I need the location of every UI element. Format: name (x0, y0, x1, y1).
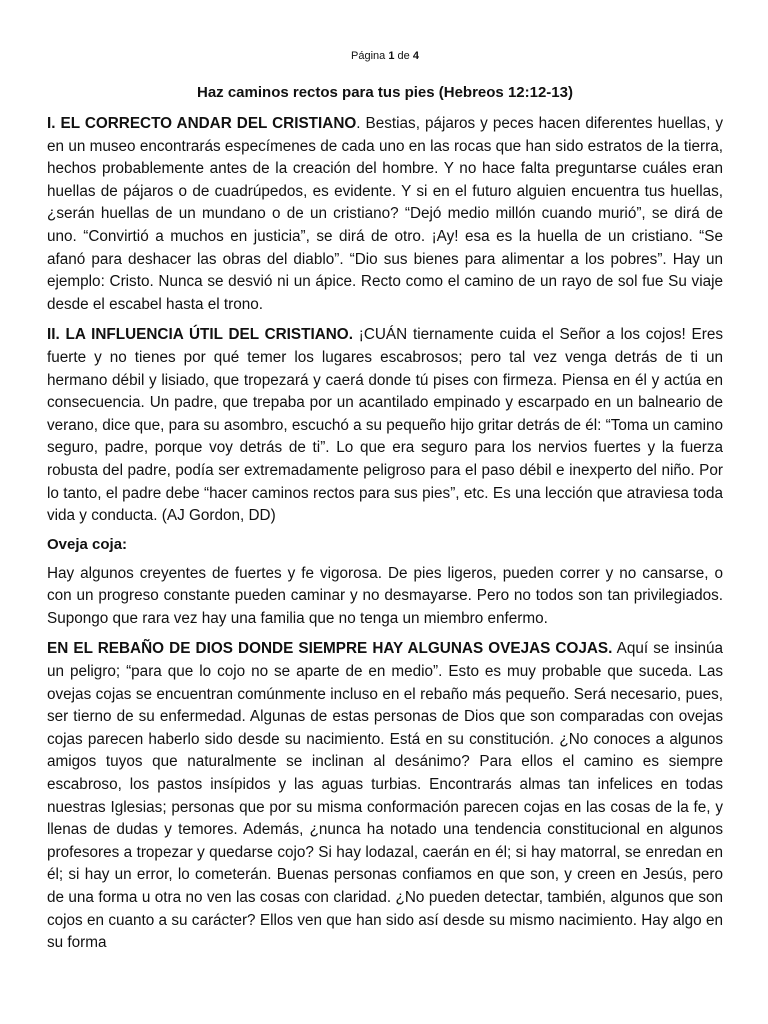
page-of: de (397, 50, 410, 62)
page-prefix: Página (351, 50, 386, 62)
document-page (47, 0, 723, 963)
section-1-heading: I. EL CORRECTO ANDAR DEL CRISTIANO (47, 115, 357, 132)
document-title: Haz caminos rectos para tus pies (Hebreos 12:12-13) (197, 84, 573, 101)
page-total: 4 (412, 50, 419, 62)
section-2-heading: II. LA INFLUENCIA ÚTIL DEL CRISTIANO. (47, 326, 353, 344)
section-1-paragraph (47, 113, 723, 316)
section-4-heading: EN EL REBAÑO DE DIOS DONDE SIEMPRE HAY ALGUNAS OVEJAS COJAS. (47, 640, 613, 658)
section-2-paragraph (47, 324, 723, 527)
page-number-header (47, 50, 723, 66)
section-3-paragraph: Hay algunos creyentes de fuertes y fe vigorosa. De pies ligeros, pueden correr y no cansarse, o con un progreso constante pueden caminar y no desmayarse. Pero no todos son tan privilegiados. Supongo que rara vez hay una familia que no tenga un miembro enfermo. (47, 564, 723, 627)
page-current: 1 (388, 50, 395, 62)
section-1-text: . Bestias, pájaros y peces hacen diferentes huellas, y en un museo encontrarás especímenes de cada uno en las rocas que han sido estratos de la tierra, hechos probablemente antes de la creación del hombre. Y no hace falta preguntarse cuáles eran huellas de pájaros o de cuadrúpedos, es evidente. Y si en el futuro alguien encuentra tus huellas, ¿serán huellas de un mundano o de un cristiano? “Dejó medio millón cuando murió”, se dirá de uno. “Convirtió a muchos en justicia”, se dirá de otro. ¡Ay! esa es la huella de un cristiano. “Se afanó para deshacer las obras del diablo”. “Dio sus bienes para alimentar a los pobres”. Hay un ejemplo: Cristo. Nunca se desvió ni un ápice. Recto como el camino de un rayo de sol fue Su viaje desde el escabel hasta el trono. (47, 115, 723, 313)
section-3-heading: Oveja coja: (47, 535, 128, 553)
section-2-text: ¡CUÁN tiernamente cuida el Señor a los cojos! Eres fuerte y no tienes por qué temer los lugares escabrosos; pero tal vez venga detrás de ti un hermano débil y lisiado, que tropezará y caerá donde tú pises con firmeza. Piensa en él y actúa en consecuencia. Un padre, que trepaba por un acantilado empinado y escarpado en un balneario de verano, dice que, para su asombro, escuchó a su pequeño hijo gritar detrás de él: “Toma un camino seguro, padre, porque voy detrás de ti”. Lo que era seguro para los nervios fuertes y la fuerza robusta del padre, podía ser extremadamente peligroso para el paso débil e inexperto del niño. Por lo tanto, el padre debe “hacer caminos rectos para sus pies”, etc. Es una lección que atraviesa toda vida y conducta. (AJ Gordon, DD) (47, 326, 724, 525)
section-4-paragraph (47, 638, 723, 954)
section-4-text: Aquí se insinúa un peligro; “para que lo cojo no se aparte de en medio”. Esto es muy probable que suceda. Las ovejas cojas se encuentran comúnmente incluso en el rebaño más pequeño. Será necesario, pues, ser tierno de su enfermedad. Algunas de estas personas de Dios que son comparadas con ovejas cojas parecen haberlo sido desde su nacimiento. Está en su constitución. ¿No conoces a algunos amigos tuyos que naturalmente se inclinan al desánimo? Para ellos el camino es siempre escabroso, los pastos insípidos y las aguas turbias. Encontrarás almas tan infelices en todas nuestras Iglesias; personas que por su misma conformación parecen cojas en las cosas de la fe, y llenas de dudas y temores. Además, ¿nunca ha notado una tendencia constitucional en algunos profesores a tropezar y quedarse cojo? Si hay lodazal, caerán en él; si hay matorral, se enredan en él; si hay un error, lo cometerán. Buenas personas confiamos en que son, y creen en Jesús, pero de una forma u otra no ven las cosas con claridad. ¿No pueden detectar, también, algunos que son cojos en cuanto a su carácter? Ellos ven que han sido así desde su mismo nacimiento. Hay algo en su forma (47, 640, 723, 952)
